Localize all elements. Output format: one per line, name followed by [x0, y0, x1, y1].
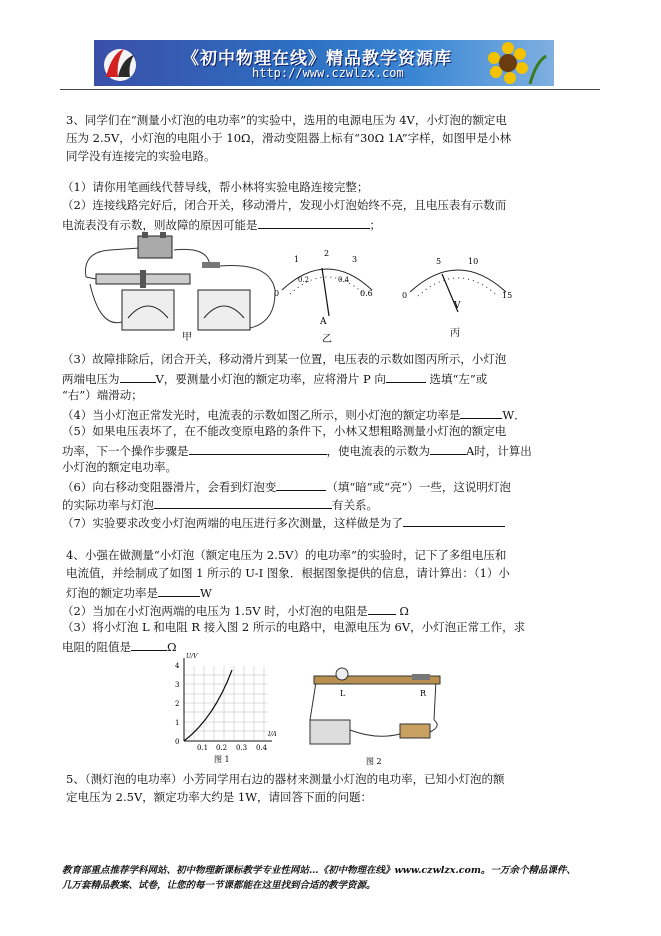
q4-line-3: 灯泡的额定功率是 W: [66, 586, 212, 600]
fig2-caption: 图 2: [366, 757, 382, 766]
q3-part-6b: 的实际功率与灯泡 有关系。: [62, 498, 378, 512]
figure-bing-voltmeter: [398, 250, 518, 340]
q3-part-6a: （6）向右移动变阻器滑片，会看到灯泡变 （填“暗”或“亮”）一些，这说明灯泡: [62, 480, 511, 494]
q4-part-3b: 电阻的阻值是 Ω: [62, 640, 177, 654]
y-tick: 2: [175, 700, 180, 708]
q3-line-3: 同学没有连接完的实验电路。: [66, 149, 216, 163]
q5-line-2: 定电压为 2.5V，额定功率大约是 1W，请回答下面的问题：: [66, 790, 373, 804]
ammeter-tick: 0.2: [298, 276, 310, 284]
x-tick: 0.2: [216, 744, 228, 752]
x-tick: 0.4: [256, 744, 268, 752]
x-tick: 0.3: [236, 744, 248, 752]
answer-blank[interactable]: [189, 442, 327, 455]
q4-line-1: 4、小强在做测量“小灯泡（额定电压为 2.5V）的电功率”的实验时，记下了多组电压和: [66, 548, 507, 562]
q3-part-5b: 功率，下一个操作步骤是 ，使电流表的示数为 A时，计算出: [62, 444, 532, 458]
figure-1-ui-graph: [162, 648, 282, 764]
ammeter-tick: 1: [294, 255, 300, 264]
fig-bing-caption: 丙: [450, 328, 460, 339]
q4-part-3a: （3）将小灯泡 L 和电阻 R 接入图 2 所示的电路中，电源电压为 6V，小灯泡正常工作，求: [62, 620, 526, 634]
q3-part-2b: 电流表没有示数，则故障的原因可能是 ；: [62, 218, 381, 232]
x-tick: 0.1: [197, 744, 209, 752]
q3-part-1: （1）请你用笔画线代替导线，帮小林将实验电路连接完整；: [62, 180, 369, 194]
ammeter-needle: [322, 268, 329, 316]
q4-part-2: （2）当加在小灯泡两端的电压为 1.5V 时，小灯泡的电阻是 Ω: [62, 604, 409, 618]
ui-curve: [184, 670, 232, 741]
q3-line-1: 3、同学们在“测量小灯泡的电功率”的实验中，选用的电源电压为 4V，小灯泡的额定电: [66, 113, 507, 127]
y-tick: 3: [175, 681, 180, 689]
answer-blank[interactable]: [403, 514, 505, 527]
q3-part-3b: 两端电压为 V，要测量小灯泡的额定功率，应将滑片 P 向 选填“左”或: [62, 372, 488, 386]
site-logo-icon: [98, 43, 142, 83]
q3-part-5a: （5）如果电压表坏了，在不能改变原电路的条件下，小林又想粗略测量小灯泡的额定电: [62, 424, 507, 438]
q3-part-4: （4）当小灯泡正常发光时，电流表的示数如图乙所示，则小灯泡的额定功率是 W．: [62, 408, 526, 422]
label-L: L: [340, 689, 346, 698]
x-axis-label: I/A: [268, 731, 277, 738]
voltmeter-unit: V: [454, 301, 461, 311]
y-axis-label: U/V: [186, 653, 198, 660]
answer-blank[interactable]: [368, 602, 396, 615]
switch-icon: [400, 724, 430, 738]
q3-part-3a: （3）故障排除后，闭合开关，移动滑片到某一位置，电压表的示数如图丙所示，小灯泡: [62, 352, 507, 366]
answer-blank[interactable]: [460, 406, 502, 419]
voltmeter-tick: 5: [436, 257, 442, 266]
figure-yi-ammeter: [272, 250, 382, 346]
battery-icon: [310, 720, 350, 744]
fig-jia-caption: 甲: [182, 332, 192, 342]
q3-line-2: 压为 2.5V，小灯泡的电阻小于 10Ω，滑动变阻器上标有“30Ω 1A”字样，如图甲是小林: [66, 131, 512, 145]
q4-line-2: 电流值，并绘制成了如图 1 所示的 U-I 图象．根据图象提供的信息，请计算出：（1）小: [66, 566, 510, 580]
answer-blank[interactable]: [276, 478, 326, 491]
footer-line-1: 教育部重点推荐学科网站、初中物理新课标教学专业性网站…《初中物理在线》www.czwlzx.com。一万余个精品课件、: [62, 865, 576, 876]
ammeter-tick: 2: [324, 250, 330, 258]
ammeter-unit: A: [320, 317, 327, 327]
ammeter-tick: 3: [352, 255, 358, 264]
answer-blank[interactable]: [430, 442, 466, 455]
q3-part-3c: “右”）端滑动；: [62, 388, 143, 402]
ammeter-tick: 0.4: [338, 276, 350, 284]
q3-part-7: （7）实验要求改变小灯泡两端的电压进行多次测量，这样做是为了: [62, 514, 505, 530]
answer-blank[interactable]: [154, 496, 332, 509]
voltmeter-tick: 15: [502, 291, 513, 300]
ammeter-tick: 0.6: [360, 289, 373, 298]
q3-part-2a: （2）连接线路完好后，闭合开关，移动滑片，发现小灯泡始终不亮，且电压表有示数而: [62, 198, 507, 212]
answer-blank[interactable]: [386, 370, 426, 383]
voltmeter-tick: 0: [402, 291, 408, 300]
voltmeter-tick: 10: [468, 257, 479, 266]
y-tick: 4: [175, 662, 180, 670]
site-title: 《初中物理在线》精品教学资源库: [182, 49, 452, 69]
ammeter-tick: 0: [274, 289, 280, 298]
header-banner: [94, 40, 554, 86]
q5-line-1: 5、（测灯泡的电功率）小芳同学用右边的器材来测量小灯泡的电功率，已知小灯泡的额: [66, 772, 505, 786]
answer-blank[interactable]: [158, 584, 200, 597]
footer-line-2: 几万套精品教案、试卷，让您的每一节课都能在这里找到合适的教学资源。: [62, 880, 376, 891]
answer-blank[interactable]: [258, 216, 370, 229]
fig-yi-caption: 乙: [322, 334, 332, 345]
site-url[interactable]: http://www.czwlzx.com: [252, 66, 404, 80]
sunflower-icon: [468, 42, 548, 84]
fig1-caption: 图 1: [214, 755, 230, 764]
figure-2-circuit: [296, 660, 476, 766]
header-rule: [60, 89, 600, 90]
y-tick: 1: [175, 719, 180, 727]
q3-part-5c: 小灯泡的额定电功率。: [62, 460, 177, 474]
answer-blank[interactable]: [120, 370, 156, 383]
y-tick: 0: [175, 738, 180, 746]
figure-jia-circuit: [80, 232, 280, 342]
label-R: R: [420, 689, 427, 698]
